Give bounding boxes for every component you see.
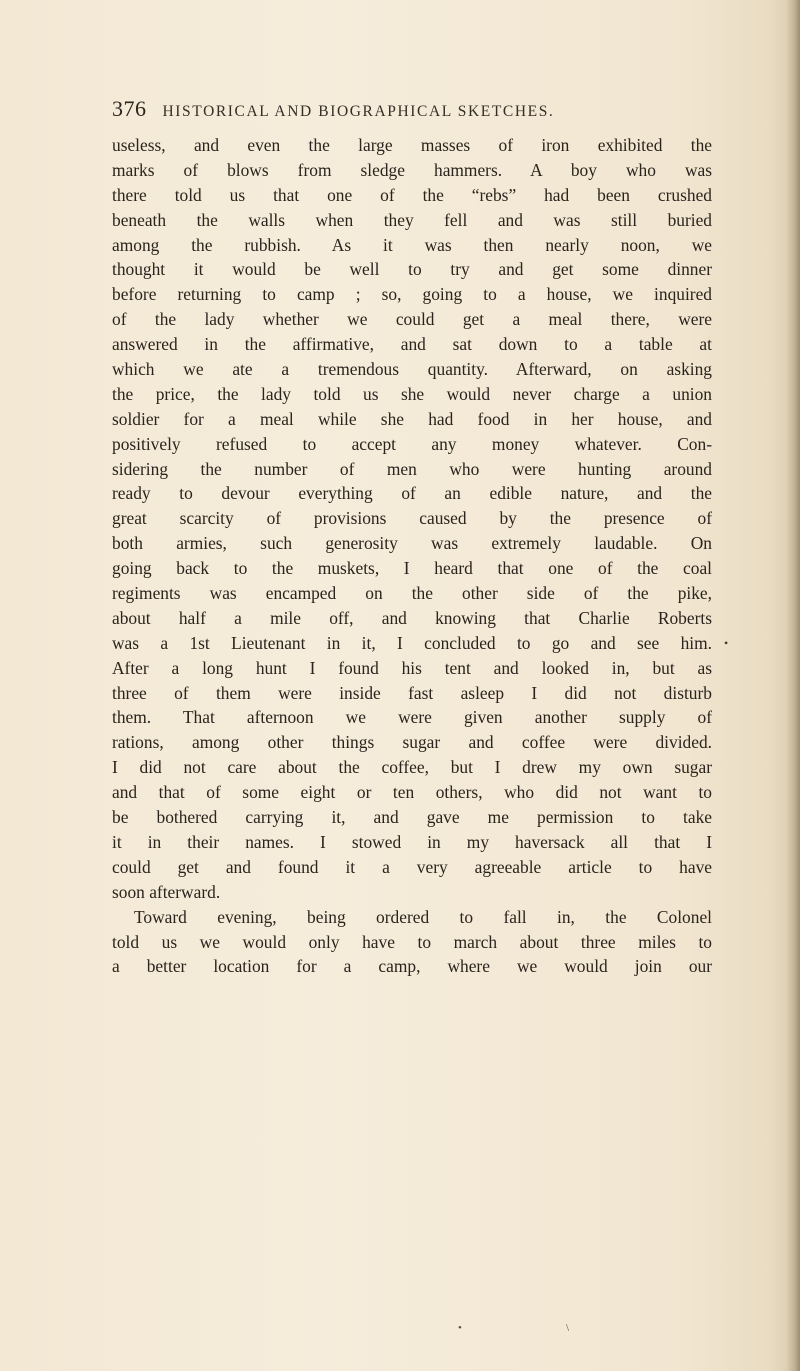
footer-tick-mark: \ [566, 1322, 570, 1334]
text-line: sidering the number of men who were hunting around [112, 458, 712, 479]
page-edge-shadow [786, 0, 800, 1371]
text-line: ready to devour everything of an edible nature, and the [112, 483, 712, 504]
paragraph-start-line: Toward evening, being ordered to fall in, the Colonel [134, 906, 712, 927]
text-line: rations, among other things sugar and coffee were divided. [112, 732, 712, 753]
text-line: there told us that one of the “rebs” had been crushed [112, 184, 712, 205]
text-line: soldier for a meal while she had food in her house, and [112, 408, 712, 429]
text-line: After a long hunt I found his tent and looked in, but as [112, 657, 712, 678]
text-line: be bothered carrying it, and gave me permission to take [112, 807, 712, 828]
text-line: regiments was encamped on the other side of the pike, [112, 583, 712, 604]
footer-marks [458, 1322, 578, 1338]
text-line: about half a mile off, and knowing that Charlie Roberts [112, 607, 712, 628]
text-line: answered in the affirmative, and sat down to a table at [112, 334, 712, 355]
text-line: going back to the muskets, I heard that one of the coal [112, 558, 712, 579]
text-line: was a 1st Lieutenant in it, I concluded to go and see him. [112, 632, 712, 653]
text-line: the price, the lady told us she would never charge a union [112, 383, 712, 404]
paragraph-end-line: soon afterward. [112, 881, 221, 902]
page-number: 376 [112, 96, 147, 121]
text-line: told us we would only have to march about three miles to [112, 931, 712, 952]
text-line: useless, and even the large masses of iron exhibited the [112, 135, 712, 155]
text-line: among the rubbish. As it was then nearly noon, we [112, 234, 712, 255]
text-line: positively refused to accept any money whatever. Con- [112, 433, 712, 454]
text-line: great scarcity of provisions caused by the presence of [112, 508, 712, 529]
margin-dot-mark: • [724, 636, 729, 650]
text-line: both armies, such generosity was extremely laudable. On [112, 533, 712, 554]
text-line: I did not care about the coffee, but I drew my own sugar [112, 757, 712, 778]
text-line: which we ate a tremendous quantity. Afterward, on asking [112, 359, 712, 380]
text-line: a better location for a camp, where we would join our [112, 956, 712, 977]
text-line: beneath the walls when they fell and was still buried [112, 209, 712, 230]
text-line: could get and found it a very agreeable article to have [112, 856, 712, 877]
text-line: it in their names. I stowed in my haversack all that I [112, 831, 712, 852]
text-line: thought it would be well to try and get some dinner [112, 259, 712, 280]
running-head-title: HISTORICAL AND BIOGRAPHICAL SKETCHES. [162, 103, 555, 120]
text-line: marks of blows from sledge hammers. A boy who was [112, 159, 712, 180]
text-line: three of them were inside fast asleep I did not disturb [112, 682, 712, 703]
body-text [112, 133, 712, 979]
text-line: of the lady whether we could get a meal there, were [112, 309, 712, 330]
text-line: and that of some eight or ten others, who did not want to [112, 782, 712, 803]
text-line: before returning to camp ; so, going to a house, we inquired [112, 284, 712, 305]
text-line: them. That afternoon we were given another supply of [112, 707, 712, 728]
running-head [112, 96, 712, 128]
footer-dot-mark: • [458, 1322, 462, 1334]
